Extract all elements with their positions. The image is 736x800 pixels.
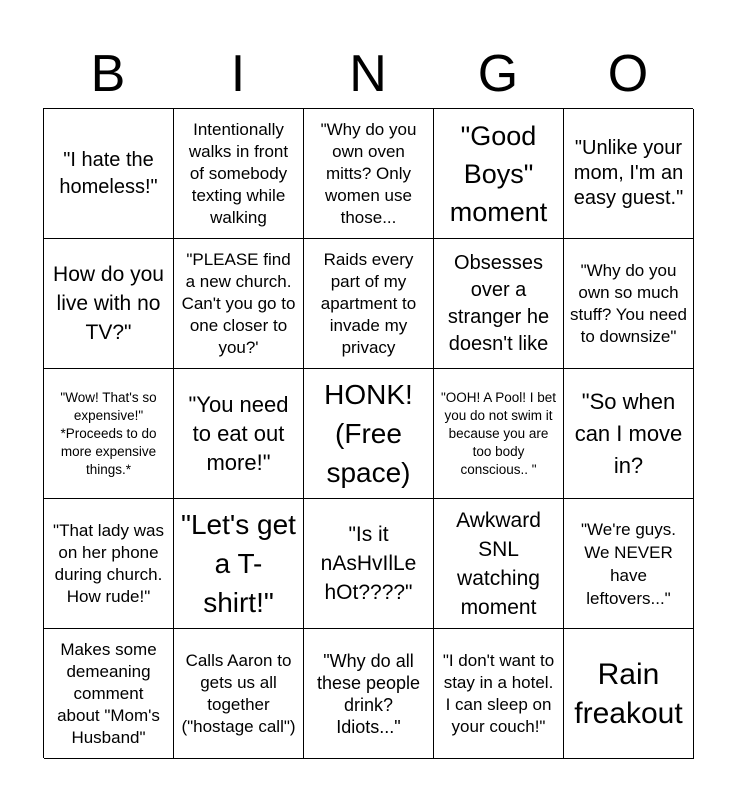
bingo-cell-i3[interactable] bbox=[174, 369, 304, 499]
bingo-cell-o5[interactable] bbox=[564, 629, 694, 759]
bingo-cell-text: "That lady was on her phone during church. How rude!" bbox=[53, 520, 164, 606]
bingo-cell-text: "So when can I move in? bbox=[574, 388, 683, 478]
bingo-cell-text: HONK! (Free space) bbox=[324, 379, 413, 488]
bingo-cell-text: Makes some demeaning comment about "Mom's Husband" bbox=[57, 639, 160, 747]
bingo-cell-text: "Why do all these people drink? Idiots..." bbox=[316, 650, 421, 737]
bingo-cell-o1[interactable] bbox=[564, 109, 694, 239]
bingo-cell-text: "Let's get a T-shirt!" bbox=[181, 509, 296, 618]
bingo-cell-b2[interactable] bbox=[44, 239, 174, 369]
bingo-cell-g1[interactable] bbox=[434, 109, 564, 239]
bingo-cell-b1[interactable] bbox=[44, 109, 174, 239]
bingo-cell-g2[interactable] bbox=[434, 239, 564, 369]
bingo-cell-n2[interactable] bbox=[304, 239, 434, 369]
bingo-cell-i4[interactable] bbox=[174, 499, 304, 629]
bingo-cell-b3[interactable] bbox=[44, 369, 174, 499]
bingo-board bbox=[43, 108, 693, 758]
bingo-cell-o3[interactable] bbox=[564, 369, 694, 499]
bingo-cell-text: Intentionally walks in front of somebody texting while walking bbox=[188, 119, 289, 227]
bingo-cell-i2[interactable] bbox=[174, 239, 304, 369]
bingo-cell-text: "I hate the homeless!" bbox=[59, 148, 158, 198]
bingo-cell-text: "OOH! A Pool! I bet you do not swim it because you are too body conscious.. " bbox=[440, 389, 557, 477]
bingo-cell-text: Awkward SNL watching moment bbox=[456, 508, 541, 619]
bingo-cell-text: "Why do you own oven mitts? Only women use those... bbox=[320, 119, 417, 227]
bingo-cell-g4[interactable] bbox=[434, 499, 564, 629]
bingo-cell-text: Obsesses over a stranger he doesn't like bbox=[447, 251, 550, 355]
bingo-cell-o4[interactable] bbox=[564, 499, 694, 629]
bingo-cell-text: "Unlike your mom, I'm an easy guest." bbox=[573, 137, 684, 209]
bingo-cell-o2[interactable] bbox=[564, 239, 694, 369]
bingo-cell-i5[interactable] bbox=[174, 629, 304, 759]
bingo-cell-b4[interactable] bbox=[44, 499, 174, 629]
bingo-cell-text: "Why do you own so much stuff? You need to downsize" bbox=[570, 260, 687, 346]
bingo-cell-n4[interactable] bbox=[304, 499, 434, 629]
header-letter-i: I bbox=[230, 45, 246, 103]
bingo-cell-text: "You need to eat out more!" bbox=[188, 392, 289, 475]
bingo-cell-b5[interactable] bbox=[44, 629, 174, 759]
bingo-cell-text: Raids every part of my apartment to invade my privacy bbox=[320, 249, 417, 357]
bingo-cell-g5[interactable] bbox=[434, 629, 564, 759]
bingo-cell-text: "We're guys. We NEVER have leftovers..." bbox=[581, 519, 676, 608]
bingo-cell-text: Calls Aaron to gets us all together ("hostage call") bbox=[181, 650, 296, 736]
bingo-cell-n5[interactable] bbox=[304, 629, 434, 759]
bingo-header bbox=[43, 40, 693, 108]
bingo-cell-text: "Wow! That's so expensive!" *Proceeds to do more expensive things.* bbox=[60, 389, 157, 477]
bingo-cell-text: How do you live with no TV?" bbox=[53, 263, 164, 344]
bingo-cell-text: "PLEASE find a new church. Can't you go to one closer to you?' bbox=[181, 249, 296, 357]
header-letter-b: B bbox=[90, 45, 126, 103]
bingo-cell-n1[interactable] bbox=[304, 109, 434, 239]
header-letter-n: N bbox=[349, 45, 387, 103]
bingo-cell-g3[interactable] bbox=[434, 369, 564, 499]
bingo-cell-n3[interactable] bbox=[304, 369, 434, 499]
header-letter-o: O bbox=[607, 45, 649, 103]
bingo-cell-text: "Is it nAsHvIlLe hOt????" bbox=[320, 523, 417, 604]
bingo-cell-text: "Good Boys" moment bbox=[449, 120, 548, 227]
bingo-cell-text: "I don't want to stay in a hotel. I can sleep on your couch!" bbox=[442, 650, 555, 736]
bingo-cell-text: Rain freakout bbox=[574, 657, 683, 730]
bingo-cell-i1[interactable] bbox=[174, 109, 304, 239]
header-letter-g: G bbox=[477, 45, 519, 103]
